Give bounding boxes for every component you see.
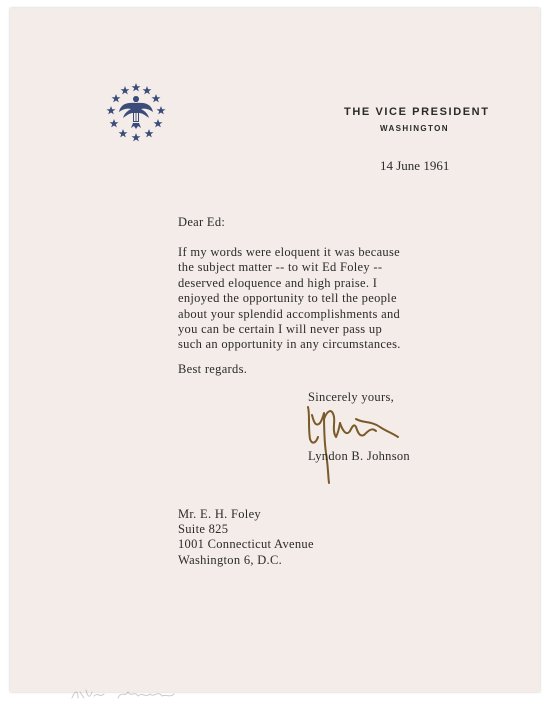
- letterhead-subtitle: WASHINGTON: [380, 124, 449, 133]
- letter-date: 14 June 1961: [380, 158, 450, 173]
- letter-page: [10, 8, 540, 692]
- body-line: enjoyed the opportunity to tell the people: [178, 291, 397, 306]
- faint-pencil-annotation: [70, 684, 220, 704]
- address-line: Washington 6, D.C.: [178, 552, 283, 567]
- signer-name: Lyndon B. Johnson: [308, 449, 410, 463]
- recipient-address: [178, 507, 314, 568]
- body-line: such an opportunity in any circumstances.: [178, 337, 401, 352]
- address-line: Suite 825: [178, 522, 229, 537]
- body-line: the subject matter -- to wit Ed Foley --: [178, 260, 383, 275]
- body-line: deserved eloquence and high praise. I: [178, 275, 378, 290]
- handwritten-signature: [302, 393, 402, 485]
- salutation: Dear Ed:: [178, 215, 226, 229]
- letter-body: [178, 245, 401, 353]
- address-line: 1001 Connecticut Avenue: [178, 537, 314, 552]
- body-line: about your splendid accomplishments and: [178, 306, 401, 321]
- closing: Best regards.: [178, 362, 248, 376]
- vice-president-seal-icon: [105, 80, 167, 142]
- body-line: If my words were eloquent it was because: [178, 245, 400, 259]
- letterhead-title: THE VICE PRESIDENT: [344, 106, 490, 118]
- signoff: Sincerely yours,: [308, 390, 395, 404]
- address-line: Mr. E. H. Foley: [178, 507, 261, 521]
- body-line: you can be certain I will never pass up: [178, 322, 382, 337]
